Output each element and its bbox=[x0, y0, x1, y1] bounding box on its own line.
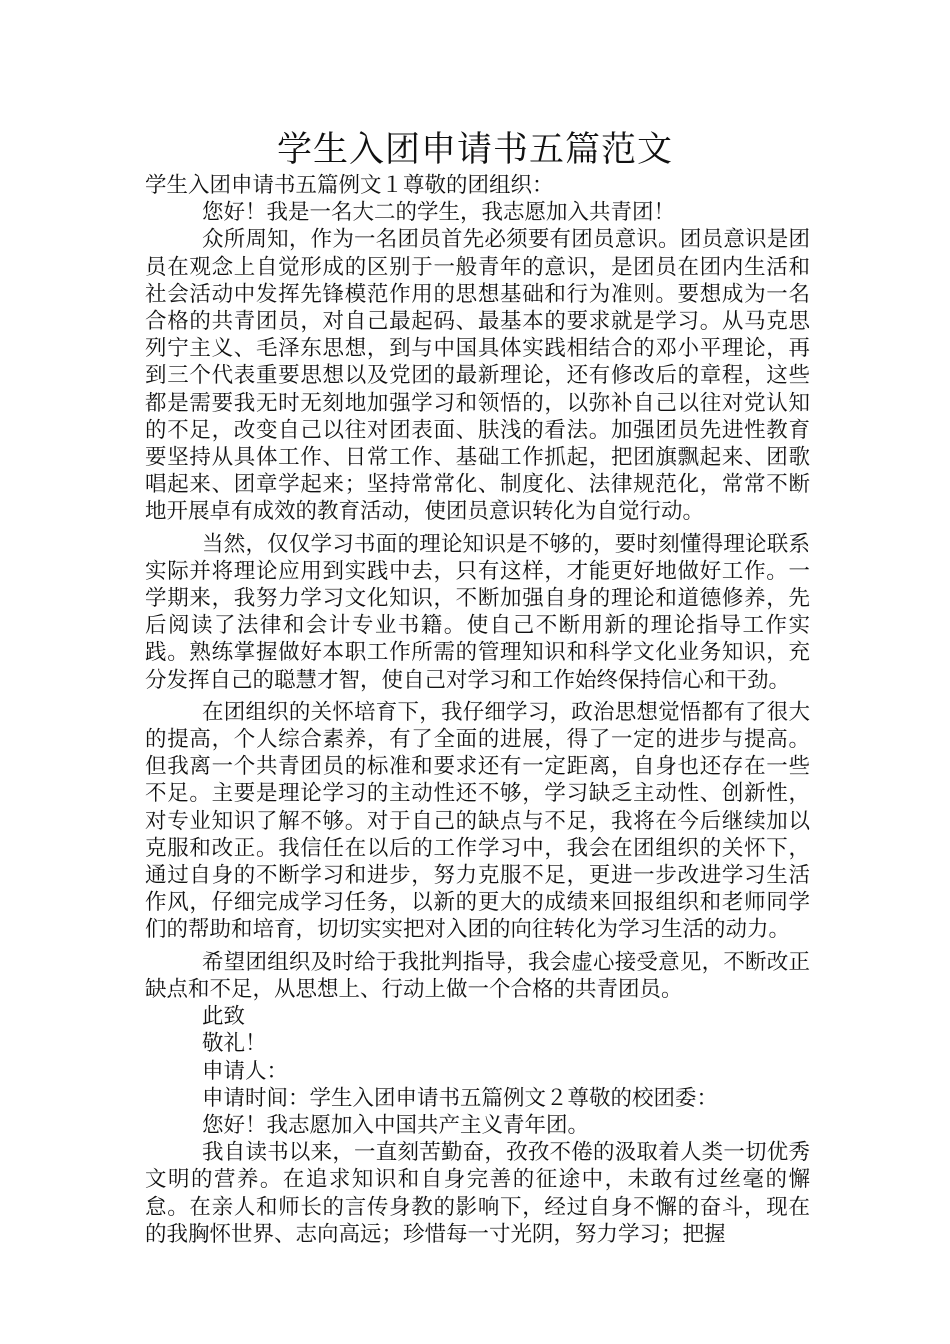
paragraph-4: 当然，仅仅学习书面的理论知识是不够的，要时刻懂得理论联系实际并将理论应用到实践中去，只有这样，才能更好地做好工作。一学期来，我努力学习文化知识，不断加强自身的理论和道德修养，先后阅读了法律和会计专业书籍。使自己不断用新的理论指导工作实践。熟练掌握做好本职工作所需的管理知识和科学文化业务知识，充分发挥自己的聪慧才智，使自己对学习和工作始终保持信心和干劲。 bbox=[145, 531, 810, 693]
closing-salutation: 此致 bbox=[202, 1004, 246, 1030]
paragraph-1: 学生入团申请书五篇例文１尊敬的团组织： bbox=[145, 173, 554, 198]
application-date-line: 申请时间：学生入团申请书五篇例文２尊敬的校团委： bbox=[202, 1085, 719, 1111]
paragraph-11: 您好！我志愿加入中国共产主义青年团。 bbox=[202, 1112, 590, 1138]
applicant-line: 申请人： bbox=[202, 1058, 289, 1084]
paragraph-2: 您好！我是一名大二的学生，我志愿加入共青团！ bbox=[202, 200, 676, 226]
paragraph-5: 在团组织的关怀培育下，我仔细学习，政治思想觉悟都有了很大的提高，个人综合素养，有了全面的进展，得了一定的进步与提高。但我离一个共青团员的标准和要求还有一定距离，自身也还存在一些不足。主要是理论学习的主动性还不够，学习缺乏主动性、创新性，对专业知识了解不够。对于自己的缺点与不足，我将在今后继续加以克服和改正。我信任在以后的工作学习中，我会在团组织的关怀下，通过自身的不断学习和进步，努力克服不足，更进一步改进学习生活作风，仔细完成学习任务，以新的更大的成绩来回报组织和老师同学们的帮助和培育，切切实实把对入团的向往转化为学习生活的动力。 bbox=[145, 699, 810, 943]
paragraph-3: 众所周知，作为一名团员首先必须要有团员意识。团员意识是团员在观念上自觉形成的区别于一般青年的意识，是团员在团内生活和社会活动中发挥先锋模范作用的思想基础和行为准则。要想成为一名合格的共青团员，对自己最起码、最基本的要求就是学习。从马克思列宁主义、毛泽东思想，到与中国具体实践相结合的邓小平理论，再到三个代表重要思想以及党团的最新理论，还有修改后的章程，这些都是需要我无时无刻地加强学习和领悟的，以弥补自己以往对党认知的不足，改变自己以往对团表面、肤浅的看法。加强团员先进性教育要坚持从具体工作、日常工作、基础工作抓起，把团旗飘起来、团歌唱起来、团章学起来；坚持常常化、制度化、法律规范化，常常不断地开展卓有成效的教育活动，使团员意识转化为自觉行动。 bbox=[145, 227, 810, 525]
paragraph-12: 我自读书以来，一直刻苦勤奋，孜孜不倦的汲取着人类一切优秀文明的营养。在追求知识和自身完善的征途中，未敢有过丝毫的懈怠。在亲人和师长的言传身教的影响下，经过自身不懈的奋斗，现在的我胸怀世界、志向高远；珍惜每一寸光阴，努力学习；把握 bbox=[145, 1140, 810, 1247]
paragraph-6: 希望团组织及时给于我批判指导，我会虚心接受意见，不断改正缺点和不足，从思想上、行动上做一个合格的共青团员。 bbox=[145, 949, 810, 1002]
closing-regards: 敬礼！ bbox=[202, 1031, 267, 1057]
document-title: 学生入团申请书五篇范文 bbox=[276, 130, 673, 170]
document-body bbox=[145, 172, 810, 1248]
